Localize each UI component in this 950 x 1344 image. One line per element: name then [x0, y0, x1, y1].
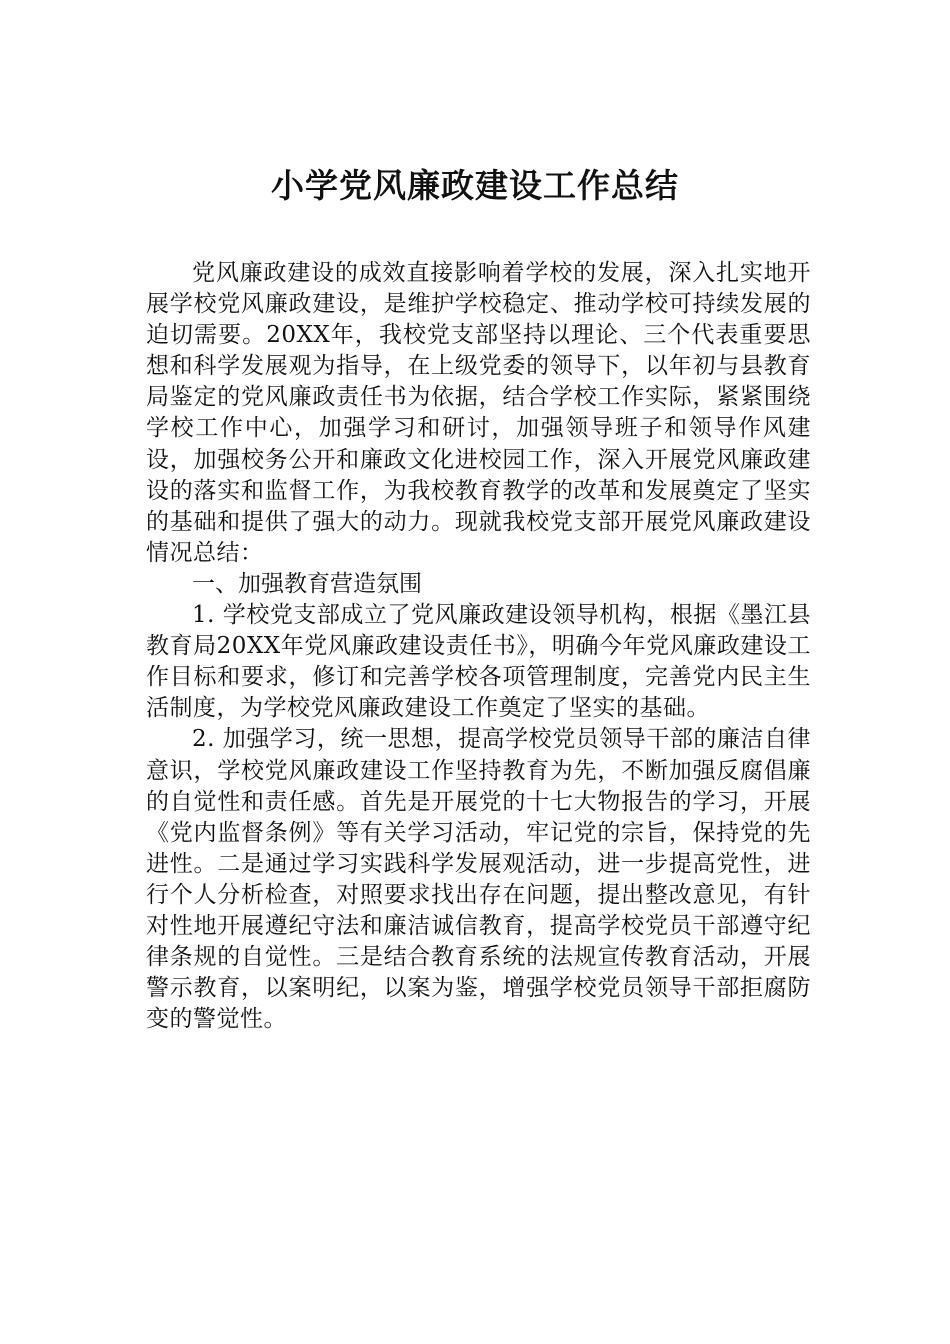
intro-paragraph: 党风廉政建设的成效直接影响着学校的发展，深入扎实地开展学校党风廉政建设，是维护学校稳定、推动学校可持续发展的迫切需要。20XX年，我校党支部坚持以理论、三个代表重要思想和科学发展观为指导，在上级党委的领导下，以年初与县教育局鉴定的党风廉政责任书为依据，结合学校工作实际，紧紧围绕学校工作中心，加强学习和研讨，加强领导班子和领导作风建设，加强校务公开和廉政文化进校园工作，深入开展党风廉政建设的落实和监督工作，为我校教育教学的改革和发展奠定了坚实的基础和提供了强大的动力。现就我校党支部开展党风廉政建设情况总结：: [146, 260, 811, 566]
item-2-paragraph: 2. 加强学习，统一思想，提高学校党员领导干部的廉洁自律意识，学校党风廉政建设工作坚持教育为先，不断加强反腐倡廉的自觉性和责任感。首先是开展党的十七大物报告的学习，开展《党内监督条例》等有关学习活动，牢记党的宗旨，保持党的先进性。二是通过学习实践科学发展观活动，进一步提高党性，进行个人分析检查，对照要求找出存在问题，提出整改意见，有针对性地开展遵纪守法和廉洁诚信教育，提高学校党员干部遵守纪律条规的自觉性。三是结合教育系统的法规宣传教育活动，开展警示教育，以案明纪，以案为鉴，增强学校党员领导干部拒腐防变的警觉性。: [146, 726, 811, 1033]
document-title: 小学党风廉政建设工作总结: [271, 166, 679, 205]
document-body: [146, 258, 811, 1035]
item-1-paragraph: 1. 学校党支部成立了党风廉政建设领导机构，根据《墨江县教育局20XX年党风廉政建设责任书》，明确今年党风廉政建设工作目标和要求，修订和完善学校各项管理制度，完善党内民主生活制度，为学校党风廉政建设工作奠定了坚实的基础。: [146, 602, 811, 722]
section-heading: 一、加强教育营造氛围: [192, 570, 422, 597]
